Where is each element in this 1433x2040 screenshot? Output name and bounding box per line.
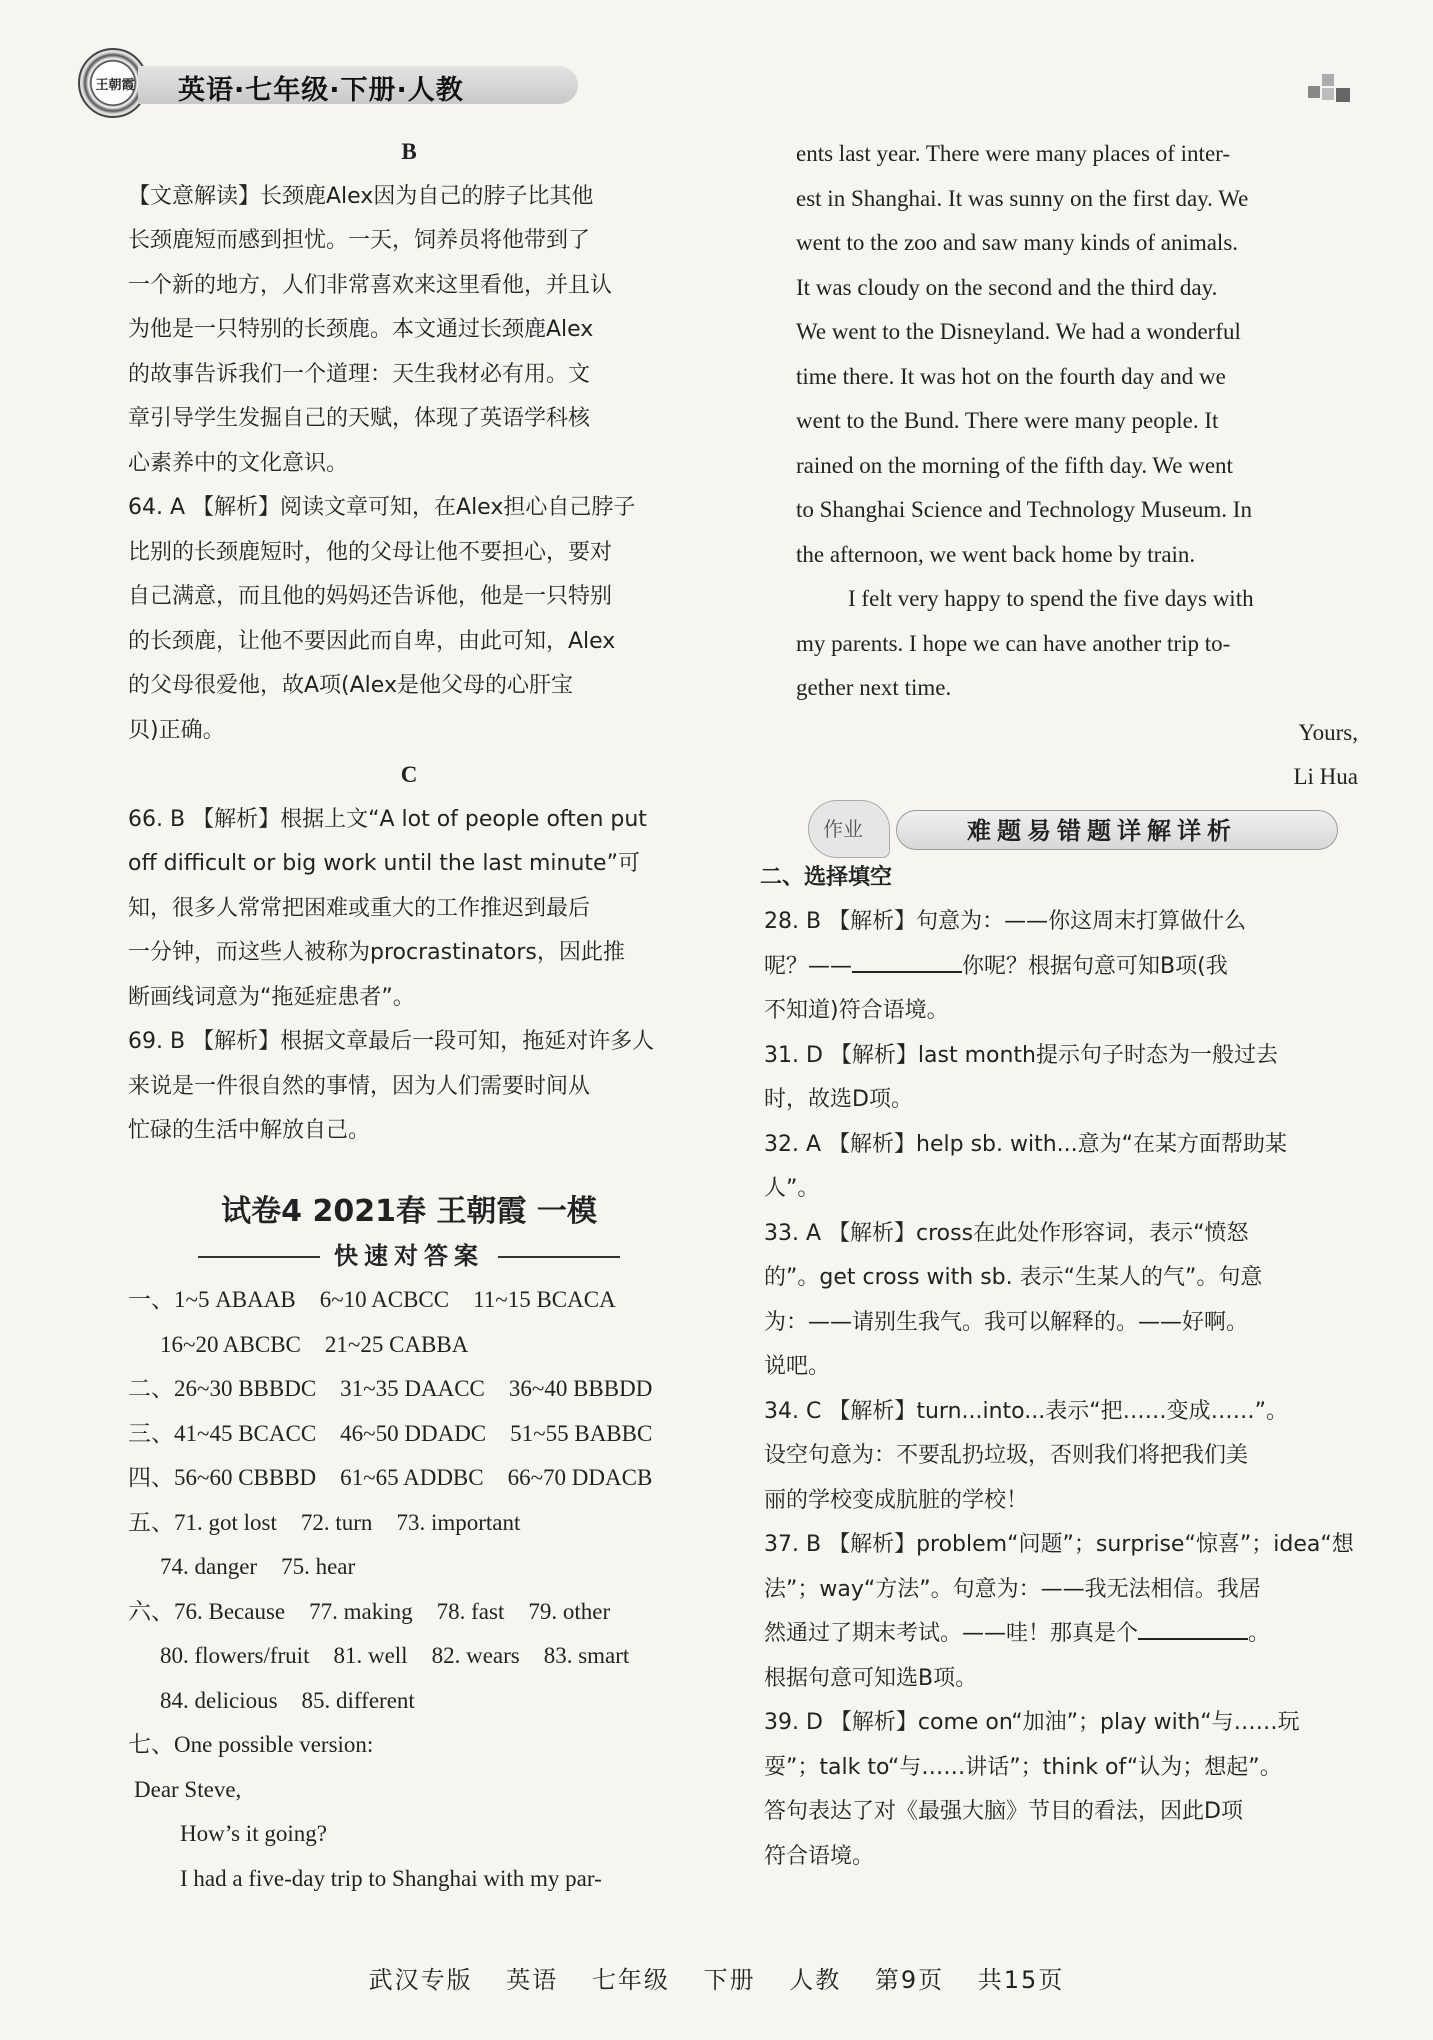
text-line: 32. A 【解析】help sb. with...意为“在某方面帮助某	[764, 1131, 1288, 1157]
text-line	[764, 945, 1358, 990]
footer-edition: 武汉专版	[368, 1966, 473, 1994]
text-line: 断画线词意为“拖延症患者”。	[128, 984, 415, 1010]
letter-line: time there. It was hot on the fourth day and we	[796, 363, 1226, 389]
blank-line	[852, 947, 962, 973]
answer-group: 51~55 BABBC	[510, 1420, 653, 1446]
text-line: 的长颈鹿，让他不要因此而自卑，由此可知，Alex	[128, 628, 616, 654]
letter-line: We went to the Disneyland. We had a wonderful	[796, 319, 1241, 344]
letter-line: to Shanghai Science and Technology Museum. In	[796, 497, 1252, 522]
essay-heading: 七、One possible version:	[128, 1732, 374, 1757]
answer-group: 11~15 BCACA	[473, 1287, 616, 1312]
answer-group: 81. well	[333, 1643, 408, 1668]
answer-group: 36~40 BBBDD	[508, 1376, 653, 1401]
corner-squares-icon	[1308, 74, 1358, 114]
answer-group: 79. other	[528, 1598, 611, 1624]
answer-group: 75. hear	[281, 1554, 356, 1579]
answer-69	[128, 1020, 690, 1154]
answer-group: 74. danger	[160, 1554, 258, 1579]
letter-line: est in Shanghai. It was sunny on the first day. We	[796, 185, 1249, 211]
paper-title: 试卷4 2021春 王朝霞 一模	[221, 1193, 597, 1229]
letter-line: the afternoon, we went back home by train.	[796, 541, 1196, 567]
text-line: 的父母很爱他，故A项(Alex是他父母的心肝宝	[128, 673, 573, 698]
answer-group: 16~20 ABCBC	[160, 1331, 301, 1357]
answer-group: 72. turn	[300, 1509, 373, 1535]
answer-37	[764, 1523, 1358, 1701]
left-column	[128, 130, 690, 1901]
text-line: 64. A 【解析】阅读文章可知，在Alex担心自己脖子	[128, 495, 636, 520]
hard-question-banner	[796, 800, 1358, 856]
letter-line: went to the Bund. There were many people. It	[796, 408, 1219, 433]
answer-row	[128, 1367, 690, 1412]
answer-group: 80. flowers/fruit	[160, 1643, 310, 1668]
text-line: 设空句意为：不要乱扔垃圾，否则我们将把我们美	[764, 1443, 1249, 1468]
answer-group: 31~35 DAACC	[340, 1376, 485, 1401]
answer-row	[128, 1501, 690, 1546]
answer-33	[764, 1212, 1358, 1390]
text-line: 的”。get cross with sb. 表示“生某人的气”。句意	[764, 1265, 1263, 1290]
answer-group: 78. fast	[436, 1598, 505, 1624]
page-footer	[0, 1960, 1433, 1995]
footer-subject: 英语	[506, 1966, 559, 1994]
homework-badge-icon	[808, 800, 890, 858]
text-line: 法”；way“方法”。句意为：——我无法相信。我居	[764, 1576, 1261, 1602]
right-column	[760, 132, 1358, 1879]
footer-page-total: 共15页	[977, 1966, 1065, 1994]
banner-pill	[896, 810, 1338, 850]
text-line: 长颈鹿短而感到担忧。一天，饲养员将他带到了	[128, 228, 591, 253]
answer-group: 6~10 ACBCC	[319, 1287, 450, 1312]
text-fragment: 然通过了期末考试。——哇！那真是个	[764, 1621, 1139, 1646]
answer-64	[128, 486, 690, 753]
text-line: 时，故选D项。	[764, 1087, 913, 1112]
answer-group: 一、1~5 ABAAB	[128, 1287, 296, 1312]
letter-greeting: How’s it going?	[180, 1821, 327, 1846]
text-line	[764, 1612, 1358, 1657]
text-line: 自己满意，而且他的妈妈还告诉他，他是一只特别	[128, 584, 613, 609]
text-line: 66. B 【解析】根据上文“A lot of people often put	[128, 806, 647, 832]
badge-label: 作业	[823, 816, 863, 841]
letter-line: gether next time.	[796, 675, 952, 700]
answer-row	[128, 1545, 690, 1590]
answer-group: 73. important	[396, 1509, 521, 1535]
footer-volume: 下册	[703, 1966, 756, 1994]
text-line: 一分钟，而这些人被称为procrastinators，因此推	[128, 940, 625, 965]
text-line: 28. B 【解析】句意为：——你这周末打算做什么	[764, 909, 1247, 934]
text-line: 33. A 【解析】cross在此处作形容词，表示“愤怒	[764, 1220, 1249, 1246]
letter-line: ents last year. There were many places of inter-	[796, 141, 1231, 166]
text-line: 31. D 【解析】last month提示句子时态为一般过去	[764, 1042, 1278, 1068]
letter-line: I had a five-day trip to Shanghai with my par-	[180, 1865, 602, 1891]
answer-group: 五、71. got lost	[128, 1509, 277, 1535]
quick-answer-banner	[128, 1234, 690, 1278]
section-c-heading: C	[400, 762, 418, 787]
answer-group: 46~50 DDADC	[340, 1420, 487, 1446]
letter-line: my parents. I hope we can have another trip to-	[796, 630, 1231, 656]
answer-66	[128, 798, 690, 1021]
letter-line: went to the zoo and saw many kinds of animals.	[796, 230, 1239, 255]
answer-row	[128, 1278, 690, 1323]
answer-group: 二、26~30 BBBDC	[128, 1376, 317, 1401]
answer-row	[128, 1634, 690, 1679]
page-header	[78, 48, 1358, 118]
section-heading: 二、选择填空	[760, 864, 893, 890]
hard-answers	[760, 856, 1358, 901]
text-line: 比别的长颈鹿短时，他的父母让他不要担心，要对	[128, 539, 613, 565]
answer-31	[764, 1034, 1358, 1123]
footer-grade: 七年级	[591, 1966, 670, 1994]
text-fragment: 呢？——	[764, 953, 853, 979]
text-line: 39. D 【解析】come on“加油”；play with“与……玩	[764, 1710, 1300, 1735]
text-line: 忙碌的生活中解放自己。	[128, 1118, 371, 1143]
answer-row	[128, 1456, 690, 1501]
text-fragment: 你呢？根据句意可知B项(我	[962, 953, 1228, 979]
letter-line: I felt very happy to spend the five days with	[848, 586, 1254, 611]
text-line: 丽的学校变成肮脏的学校！	[764, 1487, 1029, 1513]
answer-group: 三、41~45 BCACC	[128, 1420, 317, 1446]
answer-group: 83. smart	[543, 1643, 630, 1668]
text-line: 知，很多人常常把困难或重大的工作推迟到最后	[128, 895, 591, 921]
text-line: 34. C 【解析】turn...into...表示“把……变成……”。	[764, 1398, 1289, 1424]
answer-group: 21~25 CABBA	[324, 1331, 469, 1357]
answer-row	[128, 1412, 690, 1457]
text-line: 的故事告诉我们一个道理：天生我材必有用。文	[128, 361, 591, 387]
text-line: 贝)正确。	[128, 717, 225, 743]
answer-34	[764, 1390, 1358, 1524]
text-line: 人”。	[764, 1176, 820, 1201]
answer-group: 84. delicious	[160, 1687, 278, 1713]
text-line: 69. B 【解析】根据文章最后一段可知，拖延对许多人	[128, 1029, 655, 1054]
letter-salutation: Dear Steve,	[134, 1776, 242, 1802]
blank-line	[1138, 1614, 1248, 1640]
text-line: 心素养中的文化意识。	[128, 450, 349, 476]
text-line: 一个新的地方，人们非常喜欢来这里看他，并且认	[128, 272, 613, 298]
answer-row	[128, 1679, 690, 1724]
text-line: 为他是一只特别的长颈鹿。本文通过长颈鹿Alex	[128, 317, 594, 342]
letter-closing: Yours,	[1298, 719, 1358, 745]
text-fragment: 。	[1248, 1621, 1271, 1646]
book-title: 英语·七年级·下册·人教	[178, 75, 464, 106]
answer-28	[764, 900, 1358, 1034]
wenyi-block	[128, 175, 690, 487]
text-line: 为：——请别生我气。我可以解释的。——好啊。	[764, 1309, 1249, 1335]
letter-line: rained on the morning of the fifth day. We went	[796, 452, 1233, 478]
text-line: off difficult or big work until the last minute”可	[128, 851, 640, 876]
section-b-heading: B	[401, 139, 417, 164]
footer-publisher: 人教	[789, 1966, 842, 1994]
letter-signature: Li Hua	[1293, 764, 1358, 789]
text-line: 耍”；talk to“与……讲话”；think of“认为；想起”。	[764, 1754, 1282, 1780]
text-line: 说吧。	[764, 1354, 831, 1379]
quick-answer-title: 快速对答案	[320, 1242, 498, 1270]
answer-row	[128, 1323, 690, 1368]
text-line: 【文意解读】长颈鹿Alex因为自己的脖子比其他	[128, 183, 594, 209]
answer-row	[128, 1590, 690, 1635]
answer-group: 77. making	[309, 1598, 413, 1624]
answer-key-list	[128, 1278, 690, 1901]
text-line: 章引导学生发掘自己的天赋，体现了英语学科核	[128, 406, 591, 431]
answer-group: 82. wears	[431, 1643, 520, 1668]
answer-group: 四、56~60 CBBBD	[128, 1465, 317, 1490]
text-line: 答句表达了对《最强大脑》节目的看法，因此D项	[764, 1799, 1243, 1824]
text-line: 来说是一件很自然的事情，因为人们需要时间从	[128, 1073, 591, 1099]
footer-page-number: 第9页	[874, 1966, 945, 1994]
answer-32	[764, 1123, 1358, 1212]
text-line: 符合语境。	[764, 1843, 875, 1869]
text-line: 根据句意可知选B项。	[764, 1665, 978, 1691]
answer-group: 61~65 ADDBC	[340, 1465, 484, 1490]
text-line: 37. B 【解析】problem“问题”；surprise“惊喜”；idea“想	[764, 1532, 1354, 1557]
banner-title: 难题易错题详解详析	[967, 816, 1237, 845]
answer-group: 六、76. Because	[128, 1598, 286, 1624]
logo-text: 王朝霞	[95, 78, 135, 93]
text-line: 不知道)符合语境。	[764, 998, 949, 1023]
letter-body	[796, 132, 1358, 800]
answer-39	[764, 1701, 1358, 1879]
answer-group: 66~70 DDACB	[507, 1465, 653, 1490]
letter-line: It was cloudy on the second and the third day.	[796, 274, 1218, 300]
answer-group: 85. different	[301, 1687, 415, 1713]
